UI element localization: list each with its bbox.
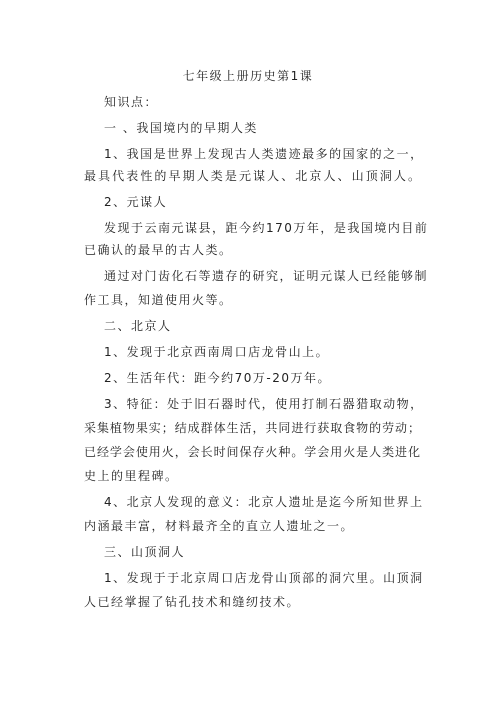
text-line: 已确认的最早的古人类。 [84,243,233,257]
page-title: 七年级上册历史第1课 [182,69,314,83]
section-heading: 一 、我国境内的早期人类 [104,121,258,135]
text-line: 人已经掌握了钻孔技术和缝纫技术。 [84,595,301,609]
text-line: 通过对门齿化石等遗存的研究，证明元谋人已经能够制 [104,269,429,283]
text-line: 已经学会使用火，会长时间保存火种。学会用火是人类进化 [84,445,420,459]
text-line: 采集植物果实；结成群体生活，共同进行获取食物的劳动； [84,421,420,435]
text-line: 知识点： [104,95,159,109]
text-line: 最具代表性的早期人类是元谋人、北京人、山顶洞人。 [84,169,420,183]
text-line: 内涵最丰富，材料最齐全的直立人遗址之一。 [84,519,355,533]
text-line: 4、北京人发现的意义：北京人遗址是迄今所知世界上 [104,495,424,509]
text-line: 2、生活年代：距今约70万-20万年。 [104,371,332,385]
text-line: 作工具，知道使用火等。 [84,293,233,307]
text-line: 史上的里程碑。 [84,469,179,483]
section-heading: 三、山顶洞人 [104,545,186,559]
text-line: 1、我国是世界上发现古人类遗迹最多的国家的之一， [104,147,424,161]
text-line: 1、发现于于北京周口店龙骨山顶部的洞穴里。山顶洞 [104,571,424,585]
text-line: 3、特征：处于旧石器时代，使用打制石器猎取动物， [104,397,424,411]
section-heading: 二、北京人 [104,319,172,333]
text-line: 发现于云南元谋县，距今约170万年，是我国境内目前 [104,221,429,235]
text-line: 1、发现于北京西南周口店龙骨山上。 [104,345,330,359]
subsection-heading: 2、元谋人 [104,195,168,209]
